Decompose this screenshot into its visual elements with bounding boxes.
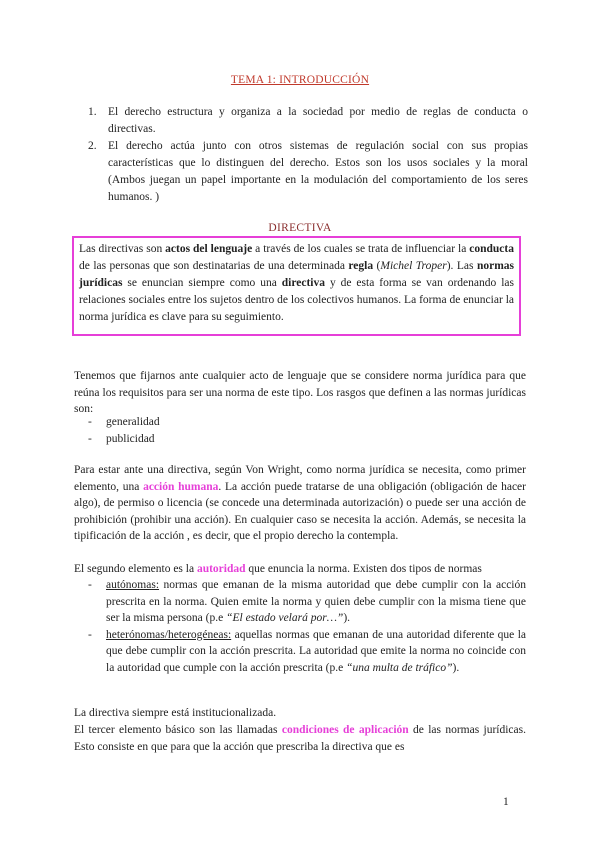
dash-bullet: - <box>88 432 92 445</box>
list-text: El derecho actúa junto con otros sistemas de regulación social con sus propias características que lo distinguen del derecho. Estos son los usos sociales y la moral (Ambos juegan un papel importante en la modulación del comportamiento de los seres humanos. ) <box>108 140 528 203</box>
para-text: de las normas jurídicas. Esto consiste en que para que la acción que prescriba la directiva que es <box>74 724 526 753</box>
box-bold-term: actos del lenguaje <box>165 243 253 255</box>
list-text: normas que emanan de la misma autoridad que debe cumplir con la acción prescrita en la norma. Quien emite la norma y quien debe cumplir con la misma tiene que ser la misma persona (p.e <box>106 579 526 624</box>
paragraph-autoridad <box>74 561 526 578</box>
paragraph-rasgos: Tenemos que fijarnos ante cualquier acto de lenguaje que se considere norma jurídica para que reúna los requisitos para ser una norma de este tipo. Los rasgos que definen a las normas jurídicas son: <box>74 370 526 415</box>
highlight-term: condiciones de aplicación <box>281 724 409 736</box>
box-text: ). Las <box>446 260 477 272</box>
example-quote: “una multa de tráfico” <box>346 661 453 674</box>
dash-bullet: - <box>88 628 92 641</box>
example-quote: “El estado velará por…” <box>226 612 344 624</box>
list-text: aquellas normas que emanan de una autoridad diferente que la que debe cumplir con la acción prescrita. La autoridad que emite la norma no coincide con la autoridad que cumple con la acción prescrita (p.e <box>106 628 526 674</box>
box-bold-term: directiva <box>281 277 325 289</box>
list-text: ). <box>452 661 460 674</box>
box-bold-term: normas jurídicas <box>79 260 514 289</box>
paragraph-institucional: La directiva siempre está institucionalizada. <box>74 707 277 719</box>
box-text: de las personas que son destinatarias de una determinada <box>79 260 349 272</box>
page-title: TEMA 1: INTRODUCCIÓN <box>230 74 370 86</box>
para-text: El segundo elemento es la <box>74 563 197 575</box>
term-underlined: autónomas: <box>106 579 160 591</box>
para-text: . La acción puede tratarse de una obligación (obligación de hacer algo), de permiso o licencia (se concede una determinada autorización) o puede ser una acción de prohibición (prohibir una acción). En cualquier caso se necesita la acción. Además, se necesita la tipificación de la acción , es decir, que el propio derecho la contempla. <box>74 480 526 542</box>
list-item <box>88 138 528 206</box>
rasgos-list <box>88 414 526 447</box>
intro-list <box>88 104 528 206</box>
list-text: generalidad <box>106 416 160 428</box>
list-item <box>88 104 528 138</box>
list-item <box>88 577 526 627</box>
list-item <box>88 627 526 677</box>
section-heading-directiva: DIRECTIVA <box>268 222 332 234</box>
paragraph-accion <box>74 462 526 545</box>
highlight-term: acción humana <box>143 480 219 493</box>
box-text: y de esta forma se van ordenando las relaciones sociales entre los sujetos dentro de los colectivos humanos. La forma de enunciar la norma jurídica es clave para su seguimiento. <box>79 277 514 323</box>
box-text: a través de los cuales se trata de influenciar la <box>252 243 470 255</box>
term-underlined: heterónomas/heterogéneas: <box>106 628 232 641</box>
page-number: 1 <box>503 796 509 808</box>
box-bold-term: regla <box>348 260 374 272</box>
box-text: se enuncian siempre como una <box>122 277 282 289</box>
list-number: 1. <box>88 106 97 118</box>
normas-tipos-list <box>88 577 526 676</box>
highlight-term: autoridad <box>196 563 246 575</box>
para-text: que enuncia la norma. Existen dos tipos de normas <box>245 563 482 575</box>
list-text: publicidad <box>106 432 155 445</box>
dash-bullet: - <box>88 579 92 591</box>
box-text: ( <box>373 260 381 272</box>
list-text: El derecho estructura y organiza a la sociedad por medio de reglas de conducta o directivas. <box>108 106 528 135</box>
list-text: ). <box>343 612 351 624</box>
list-item <box>88 414 526 431</box>
box-author: Michel Troper <box>380 260 447 272</box>
para-text: El tercer elemento básico son las llamadas <box>74 724 282 736</box>
box-text: Las directivas son <box>79 243 166 255</box>
list-number: 2. <box>88 140 97 152</box>
paragraph-condiciones <box>74 722 526 755</box>
para-text: Para estar ante una directiva, según Von Wright, como norma jurídica se necesita, como primer elemento, una <box>74 464 526 493</box>
definition-box <box>72 236 521 336</box>
dash-bullet: - <box>88 416 92 428</box>
box-bold-term: conducta <box>469 243 514 255</box>
list-item <box>88 431 526 448</box>
